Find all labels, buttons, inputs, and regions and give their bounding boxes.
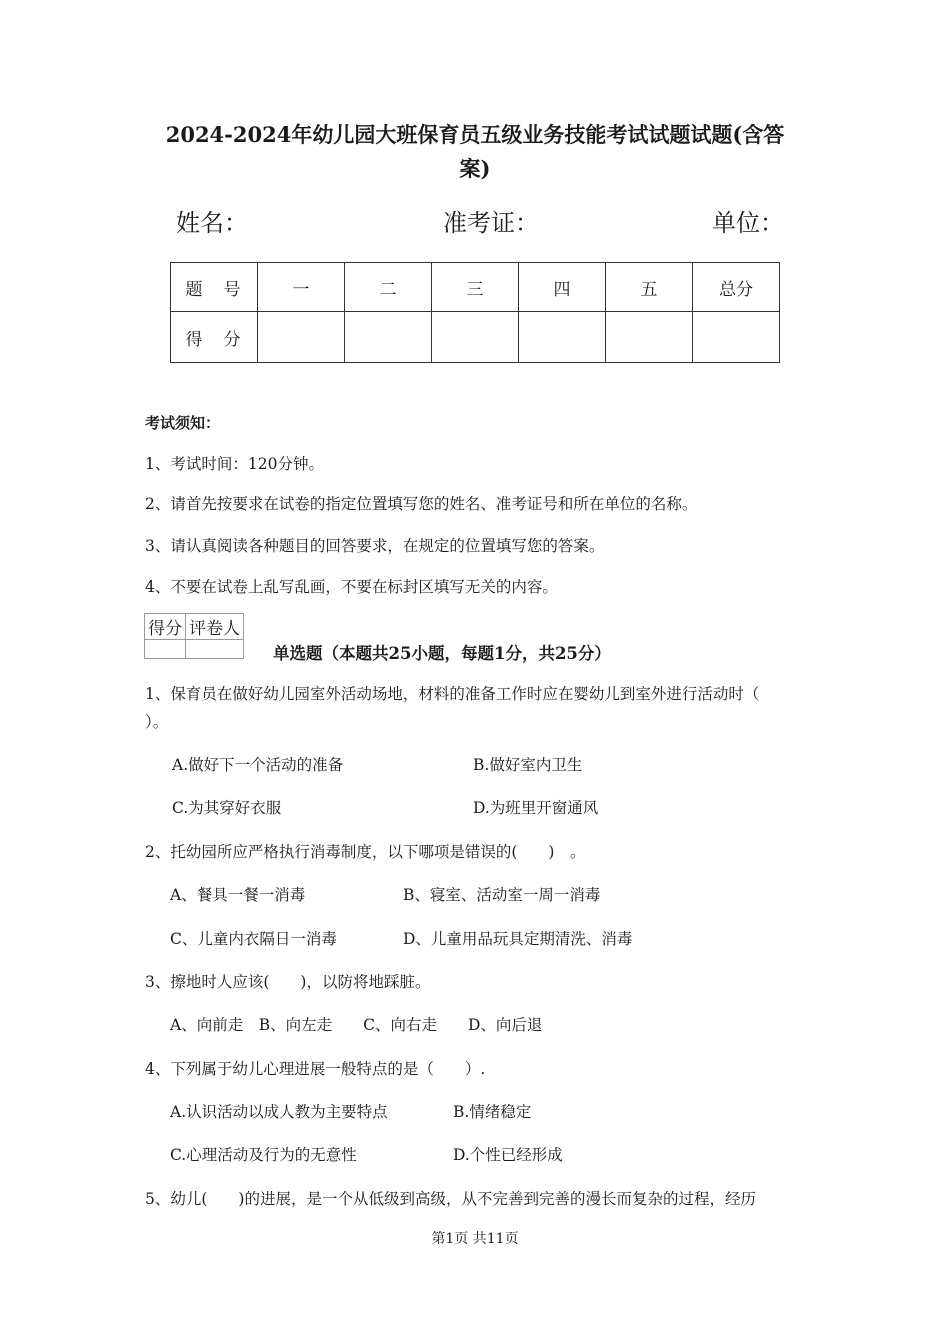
question-3-stem: 3、擦地时人应该( )，以防将地踩脏。 bbox=[145, 973, 431, 991]
notice-heading: 考试须知： bbox=[145, 414, 221, 432]
score-header-cell: 一 bbox=[258, 263, 345, 312]
score-row-label: 得 分 bbox=[171, 312, 258, 363]
exam-number-field-label: 准考证： bbox=[443, 209, 539, 237]
grader-score-label: 得分 bbox=[145, 614, 186, 640]
score-table-header-row bbox=[171, 263, 780, 312]
score-cell bbox=[519, 312, 606, 363]
name-field-label: 姓名： bbox=[176, 209, 248, 237]
score-cell bbox=[345, 312, 432, 363]
score-header-cell: 五 bbox=[606, 263, 693, 312]
question-2-option-a: A、餐具一餐一消毒 bbox=[170, 886, 306, 904]
question-2-option-d: D、儿童用品玩具定期清洗、消毒 bbox=[403, 930, 633, 948]
question-1-option-a: A.做好下一个活动的准备 bbox=[172, 756, 344, 774]
notice-item: 3、请认真阅读各种题目的回答要求，在规定的位置填写您的答案。 bbox=[145, 537, 605, 555]
score-table bbox=[170, 262, 780, 363]
unit-field-label: 单位： bbox=[712, 209, 784, 237]
score-header-label: 题 号 bbox=[171, 263, 258, 312]
score-header-cell: 三 bbox=[432, 263, 519, 312]
grader-reviewer-cell bbox=[186, 640, 244, 659]
question-4-option-d: D.个性已经形成 bbox=[453, 1146, 563, 1164]
question-2-option-c: C、儿童内衣隔日一消毒 bbox=[170, 930, 337, 948]
section-title: 单选题（本题共25小题，每题1分，共25分） bbox=[273, 644, 611, 663]
score-header-cell: 总分 bbox=[693, 263, 780, 312]
grader-score-cell bbox=[145, 640, 186, 659]
notice-item: 1、考试时间：120分钟。 bbox=[145, 455, 324, 473]
score-cell bbox=[693, 312, 780, 363]
score-header-cell: 四 bbox=[519, 263, 606, 312]
question-4-stem: 4、下列属于幼儿心理进展一般特点的是（ ）. bbox=[145, 1060, 486, 1078]
question-4-option-b: B.情绪稳定 bbox=[453, 1103, 532, 1121]
document-title-line1: 2024-2024年幼儿园大班保育员五级业务技能考试试题试题(含答 bbox=[165, 122, 785, 147]
question-2-option-b: B、寝室、活动室一周一消毒 bbox=[403, 886, 601, 904]
question-2-stem: 2、托幼园所应严格执行消毒制度，以下哪项是错误的( ) 。 bbox=[145, 843, 586, 861]
notice-item: 2、请首先按要求在试卷的指定位置填写您的姓名、准考证号和所在单位的名称。 bbox=[145, 495, 698, 513]
grader-reviewer-label: 评卷人 bbox=[186, 614, 244, 640]
question-1-stem: 1、保育员在做好幼儿园室外活动场地，材料的准备工作时应在婴幼儿到室外进行活动时（ bbox=[145, 685, 760, 703]
score-table-score-row bbox=[171, 312, 780, 363]
document-title-line2: 案) bbox=[459, 156, 491, 181]
score-cell bbox=[606, 312, 693, 363]
score-cell bbox=[258, 312, 345, 363]
score-cell bbox=[432, 312, 519, 363]
question-4-option-a: A.认识活动以成人教为主要特点 bbox=[170, 1103, 388, 1121]
question-5-stem: 5、幼儿( )的进展，是一个从低级到高级，从不完善到完善的漫长而复杂的过程，经历 bbox=[145, 1190, 756, 1208]
question-1-option-d: D.为班里开窗通风 bbox=[473, 799, 599, 817]
question-1-stem-cont: ）。 bbox=[145, 713, 169, 731]
notice-item: 4、不要在试卷上乱写乱画，不要在标封区填写无关的内容。 bbox=[145, 578, 558, 596]
question-1-option-b: B.做好室内卫生 bbox=[473, 756, 583, 774]
question-1-option-c: C.为其穿好衣服 bbox=[172, 799, 282, 817]
page-footer: 第1页 共11页 bbox=[431, 1231, 519, 1247]
score-header-cell: 二 bbox=[345, 263, 432, 312]
question-3-options: A、向前走 B、向左走 C、向右走 D、向后退 bbox=[170, 1016, 543, 1034]
grader-box bbox=[144, 613, 244, 659]
question-4-option-c: C.心理活动及行为的无意性 bbox=[170, 1146, 357, 1164]
